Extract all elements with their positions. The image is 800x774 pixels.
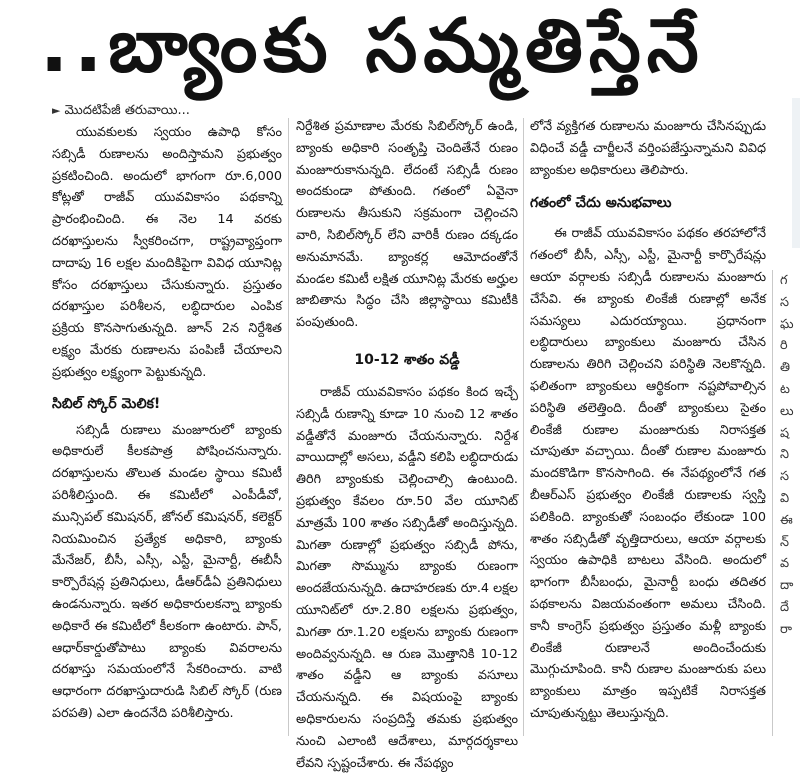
subheading: సిబిల్ స్కోర్ మెలిక! [52, 395, 161, 412]
column-divider [772, 270, 773, 736]
cropped-line-fragment: రా [780, 621, 792, 637]
side-panel-edge [792, 98, 800, 248]
cropped-line-fragment: ని [780, 447, 789, 463]
paragraph: ఈ రాజీవ్ యువవికాసం పథకం తరహాలోనే గతంలో బీసీ, ఎస్సీ, ఎస్టీ, మైనార్టీ కార్పొరేషన్లు ఆయా వర్గాలకు సబ్సిడీ రుణాలను మంజూరు చేసేవి. ఈ బ్యాంకు లింకేజీ రుణాల్లో అనేక సమస్యలు ఎదురయ్యాయి. ప్రధానంగా లబ్ధిదారులు బ్యాంకులు మంజూరు చేసిన రుణాలను తిరిగి చెల్లించని పరిస్థితి నెలకొన్నది. ఫలితంగా బ్యాంకులు ఆర్థికంగా నష్టపోవాల్సిన పరిస్థితి తలెత్తింది. దీంతో బ్యాంకులు సైతం లింకేజీ రుణాల మంజూరుకు నిరాసక్తత చూపుతూ వచ్చాయి. దీంతో రుణాల మంజూరు మందకొడిగా కొనసాగింది. ఈ నేపథ్యంలోనే గత బీఆర్‌ఎస్ ప్రభుత్వం లింకేజీ రుణాలకు స్వస్తి పలికింది. బ్యాంకుతో సంబంధం లేకుండా 100 శాతం సబ్సిడీతో వృత్తిదారులు, ఆయా వర్గాలకు స్వయం ఉపాధికి బాటలు వేసింది. అందులో భాగంగా బీసీబంధు, మైనార్టీ బంధు తదితర పథకాలను విజయవంతంగా అమలు చేసింది. కానీ కాంగ్రెస్ ప్రభుత్వం ప్రస్తుతం మళ్లీ బ్యాంకు లింకేజీ రుణాలనే అందించేందుకు మొగ్గుచూపింది. కానీ రుణాల మంజూరుకు పలు బ్యాంకులు మాత్రం ఇప్పటికే నిరాసక్తత చూపుతున్నట్టు తెలుస్తున్నది. [530, 226, 766, 721]
paragraph: యువకులకు స్వయం ఉపాధి కోసం సబ్సిడీ రుణాలను అందిస్తామని ప్రభుత్వం ప్రకటించింది. అందులో భాగంగా రూ.6,000 కోట్లతో రాజీవ్ యువవికాసం పథకాన్ని ప్రారంభించింది. ఈ నెల 14 వరకు దరఖాస్తులను స్వీకరించగా, రాష్ట్రవ్యాప్తంగా దాదాపు 16 లక్షల మందికిపైగా వివిధ యూనిట్ల కోసం దరఖాస్తులు చేసుకున్నారు. ప్రస్తుతం దరఖాస్తుల పరిశీలన, లబ్ధిదారుల ఎంపిక ప్రక్రియ కొనసాగుతున్నది. జూన్ 2న నిర్దేశిత లక్ష్యం మేరకు రుణాలను పంపిణీ చేయాలని ప్రభుత్వం లక్ష్యంగా పెట్టుకున్నది. [52, 125, 282, 380]
column-divider [523, 118, 524, 736]
cropped-line-fragment: ఈ [780, 512, 793, 528]
cropped-line-fragment: న్ [780, 534, 789, 550]
article-column-4-cropped [780, 270, 800, 738]
kicker-text: మొదటిపేజీ తరువాయి... [64, 103, 190, 118]
cropped-line-fragment: స [780, 469, 789, 485]
cropped-line-fragment: వ [780, 556, 790, 572]
article-column-1 [52, 122, 282, 738]
cropped-line-fragment: లు [780, 403, 794, 419]
article-column-2 [296, 116, 518, 771]
paragraph: రాజీవ్ యువవికాసం పథకం కింద ఇచ్చే సబ్సిడీ రుణాన్ని కూడా 10 నుంచి 12 శాతం వడ్డీతోనే మంజూరు చేయనున్నారు. నిర్దేశ వాయిదాల్లో అసలు, వడ్డీని కలిపి లబ్ధిదారుడు తిరిగి బ్యాంకుకు చెల్లించాల్సి ఉంటుంది. ప్రభుత్వం కేవలం రూ.50 వేల యూనిట్ మాత్రమే 100 శాతం సబ్సిడీతో అందిస్తున్నది. మిగతా రుణాల్లో ప్రభుత్వం సబ్సిడీ పోను, మిగతా సొమ్మును బ్యాంకు రుణంగా అందజేయనున్నది. ఉదాహరణకు రూ.4 లక్షల యూనిట్‌లో రూ.2.80 లక్షలను ప్రభుత్వం, మిగతా రూ.1.20 లక్షలను బ్యాంకు రుణంగా అందివ్వనున్నది. ఆ రుణ మొత్తానికి 10-12 శాతం వడ్డీని ఆ బ్యాంకు వసూలు చేయనున్నది. ఈ విషయంపై బ్యాంకు అధికారులను సంప్రదిస్తే తమకు ప్రభుత్వం నుంచి ఎలాంటి ఆదేశాలు, మార్గదర్శకాలు లేవని స్పష్టంచేశారు. ఈ నేపథ్యం [296, 384, 518, 771]
paragraph: సబ్సిడీ రుణాలు మంజూరులో బ్యాంకు అధికారులే కీలకపాత్ర పోషించనున్నారు. దరఖాస్తులను తొలుత మండల స్థాయి కమిటీ పరిశీలిస్తుంది. ఈ కమిటీలో ఎంపీడీవో, మున్సిపల్ కమిషనర్, జోనల్ కమిషనర్, కలెక్టర్ నియమించిన ప్రత్యేక అధికారి, బ్యాంకు మేనేజర్, బీసీ, ఎస్సీ, ఎస్టీ, మైనార్టీ, ఈబీసీ కార్పొరేషన్ల ప్రతినిధులు, డీఆర్‌డీఏ ప్రతినిధులు ఉండనున్నారు. ఇతర అధికారులకన్నా బ్యాంకు అధికారే ఈ కమిటీలో కీలకంగా ఉంటారు. పాన్, ఆధార్‌కార్డుతోపాటు బ్యాంకు వివరాలను దరఖాస్తు సమయంలోనే సేకరించారు. వాటి ఆధారంగా దరఖాస్తుదారుడి సిబిల్ స్కోర్ (రుణ పరపతి) ఎలా ఉందనేది పరిశీలిస్తారు. [52, 422, 282, 721]
triangle-right-icon: ► [52, 104, 61, 117]
cropped-line-fragment: రి [780, 338, 788, 354]
cropped-line-fragment: ఘ [780, 316, 794, 332]
headline: ..బ్యాంకు సమ్మతిస్తేనే [40, 3, 705, 89]
column-divider [288, 118, 289, 736]
cropped-line-fragment: దా [780, 578, 794, 594]
cropped-line-fragment: వి [780, 490, 790, 506]
cropped-line-fragment: గ [780, 273, 788, 288]
cropped-line-fragment: దే [780, 599, 790, 615]
subheading: గతంలో చేదు అనుభవాలు [530, 195, 672, 212]
paragraph: నిర్దేశిత ప్రమాణాల మేరకు సిబిల్‌స్కోర్ ఉండి, బ్యాంకు అధికారి సంతృప్తి చెందితేనే రుణం మంజూరుకానున్నది. లేదంటే సబ్సిడీ రుణం అందకుండా పోతుంది. గతంలో ఏవైనా రుణాలను తీసుకుని సక్రమంగా చెల్లించని వారి, సిబిల్‌స్కోర్ లేని వారికీ రుణం దక్కడం అనుమానమే. బ్యాంకర్ల ఆమోదంతోనే మండల కమిటీ లక్షిత యూనిట్ల మేరకు అర్హుల జాబితాను సిద్ధం చేసి జిల్లాస్థాయి కమిటీకి పంపుతుంది. [296, 119, 518, 331]
subheading: 10-12 శాతం వడ్డీ [354, 351, 460, 368]
cropped-line-fragment: ష [780, 425, 790, 441]
paragraph: లోనే వ్యక్తిగత రుణాలను మంజూరు చేసినప్పుడు విధించే వడ్డీ చార్జీలనే వర్తింపజేస్తున్నామని వివిధ బ్యాంకుల అధికారులు తెలిపారు. [530, 119, 766, 178]
cropped-line-fragment: ట [780, 381, 790, 397]
article-column-3 [530, 116, 766, 738]
continuation-kicker [52, 100, 292, 122]
cropped-line-fragment: తి [780, 360, 791, 376]
cropped-line-fragment: స [780, 294, 789, 310]
